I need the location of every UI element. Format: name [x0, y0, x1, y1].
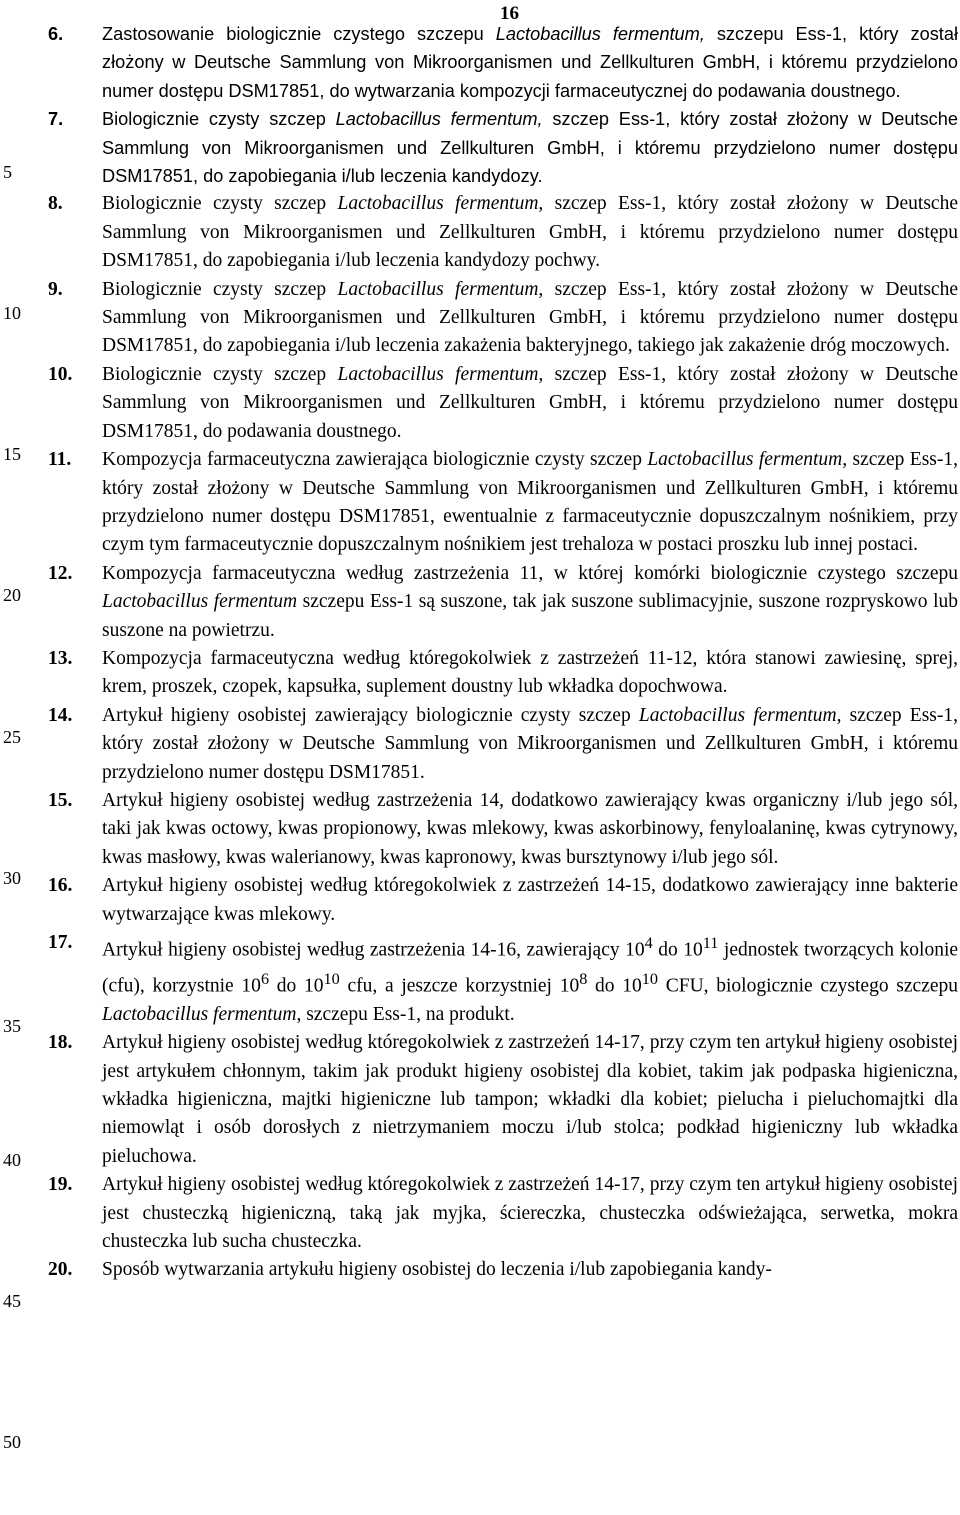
- claim-15: 15. Artykuł higieny osobistej według zastrzeżenia 14, dodatkowo zawierający kwas organiczny i/lub jego sól, taki jak kwas octowy, kwas propionowy, kwas mlekowy, kwas askorbinowy, fenyloalaninę, kwas cytrynowy, kwas masłowy, kwas walerianowy, kwas kapronowy, kwas bursztynowy i/lub jego sól.: [48, 787, 958, 872]
- line-number: 20: [3, 585, 21, 605]
- line-number-gutter: [0, 0, 40, 1515]
- line-number: 50: [3, 1432, 21, 1452]
- line-number: 30: [3, 868, 21, 888]
- claim-6: 6. Zastosowanie biologicznie czystego szczepu Lactobacillus fermentum, szczepu Ess-1, który został złożony w Deutsche Sammlung von Mikroorganismen und Zellkulturen GmbH, i któremu przydzielono numer dostępu DSM17851, do wytwarzania kompozycji farmaceutycznej do podawania doustnego.: [48, 20, 958, 105]
- line-number: 5: [3, 162, 12, 182]
- line-number: 40: [3, 1150, 21, 1170]
- line-number: 15: [3, 444, 21, 464]
- claim-18: 18. Artykuł higieny osobistej według któregokolwiek z zastrzeżeń 14-17, przy czym ten artykuł higieny osobistej jest artykułem chłonnym, takim jak produkt higieny osobistej dla kobiet, takim jak podpaska higieniczna, wkładka higieniczna, majtki higieniczne lub tampon; wkładki dla kobiet; pielucha i pieluchomajtki dla niemowląt i osób dorosłych z nietrzymaniem moczu i/lub stolca; podkład higieniczny lub wkładka pieluchowa.: [48, 1029, 958, 1171]
- claim-20: 20. Sposób wytwarzania artykułu higieny osobistej do leczenia i/lub zapobiegania kandy-: [48, 1256, 958, 1284]
- line-number: 35: [3, 1016, 21, 1036]
- claim-19: 19. Artykuł higieny osobistej według któregokolwiek z zastrzeżeń 14-17, przy czym ten artykuł higieny osobistej jest chusteczką higieniczną, taką jak myjka, ściereczka, chusteczka odświeżająca, serwetka, mokra chusteczka lub sucha chusteczka.: [48, 1171, 958, 1256]
- claim-number: 9.: [48, 278, 63, 300]
- line-number: 45: [3, 1291, 21, 1311]
- claim-number: 19.: [48, 1174, 73, 1196]
- claim-number: 17.: [48, 932, 73, 953]
- line-number: 25: [3, 727, 21, 747]
- claim-17: 17. Artykuł higieny osobistej według zastrzeżenia 14-16, zawierający $10^4$ do $10^{11}$ jednostek tworzących kolonie (cfu), korzystnie $10^6$ do $10^{10}$ cfu, a jeszcze korzystniej $10^8$ do $10^{10}$ CFU, biologicznie czystego szczepu Lactobacillus fermentum, szczepu Ess-1, na produkt.: [48, 929, 958, 1029]
- claim-13: 13. Kompozycja farmaceutyczna według któregokolwiek z zastrzeżeń 11-12, która stanowi zawiesinę, sprej, krem, proszek, czopek, kapsułka, suplement doustny lub wkładka dopochwowa.: [48, 645, 958, 702]
- claim-14: 14. Artykuł higieny osobistej zawierający biologicznie czysty szczep Lactobacillus fermentum, szczep Ess-1, który został złożony w Deutsche Sammlung von Mikroorganismen und Zellkulturen GmbH, i któremu przydzielono numer dostępu DSM17851.: [48, 702, 958, 787]
- line-number: 10: [3, 303, 21, 323]
- claims-list: [48, 20, 958, 1285]
- claim-11: 11. Kompozycja farmaceutyczna zawierająca biologicznie czysty szczep Lactobacillus fermentum, szczep Ess-1, który został złożony w Deutsche Sammlung von Mikroorganismen und Zellkulturen GmbH, i któremu przydzielono numer dostępu DSM17851, ewentualnie z farmaceutycznie dopuszczalnym nośnikiem, przy czym tym farmaceutycznie dopuszczalnym nośnikiem jest trehaloza w postaci proszku lub innej postaci.: [48, 446, 958, 560]
- claim-number: 6.: [48, 24, 64, 44]
- claim-number: 8.: [48, 193, 63, 215]
- claim-16: 16. Artykuł higieny osobistej według któregokolwiek z zastrzeżeń 14-15, dodatkowo zawierający inne bakterie wytwarzające kwas mlekowy.: [48, 872, 958, 929]
- claim-number: 7.: [48, 109, 64, 130]
- claim-number: 12.: [48, 562, 73, 584]
- claim-number: 15.: [48, 789, 73, 811]
- claim-8: 8. Biologicznie czysty szczep Lactobacillus fermentum, szczep Ess-1, który został złożony w Deutsche Sammlung von Mikroorganismen und Zellkulturen GmbH, i któremu przydzielono numer dostępu DSM17851, do zapobiegania i/lub leczenia kandydozy pochwy.: [48, 190, 958, 275]
- claim-number: 20.: [48, 1259, 73, 1281]
- claim-7: 7. Biologicznie czysty szczep Lactobacillus fermentum, szczep Ess-1, który został złożony w Deutsche Sammlung von Mikroorganismen und Zellkulturen GmbH, i któremu przydzielono numer dostępu DSM17851, do zapobiegania i/lub leczenia kandydozy.: [48, 105, 958, 190]
- claim-12: 12. Kompozycja farmaceutyczna według zastrzeżenia 11, w której komórki biologicznie czystego szczepu Lactobacillus fermentum szczepu Ess-1 są suszone, tak jak suszone sublimacyjnie, suszone rozpryskowo lub suszone na powietrzu.: [48, 560, 958, 645]
- claim-number: 13.: [48, 647, 73, 669]
- claim-number: 10.: [48, 363, 73, 385]
- claim-number: 18.: [48, 1032, 73, 1054]
- claim-9: 9. Biologicznie czysty szczep Lactobacillus fermentum, szczep Ess-1, który został złożony w Deutsche Sammlung von Mikroorganismen und Zellkulturen GmbH, i któremu przydzielono numer dostępu DSM17851, do zapobiegania i/lub leczenia zakażenia bakteryjnego, takiego jak zakażenie dróg moczowych.: [48, 276, 958, 361]
- claim-10: 10. Biologicznie czysty szczep Lactobacillus fermentum, szczep Ess-1, który został złożony w Deutsche Sammlung von Mikroorganismen und Zellkulturen GmbH, i któremu przydzielono numer dostępu DSM17851, do podawania doustnego.: [48, 361, 958, 446]
- claim-number: 11.: [48, 449, 72, 471]
- claim-number: 16.: [48, 875, 73, 897]
- claim-number: 14.: [48, 704, 73, 726]
